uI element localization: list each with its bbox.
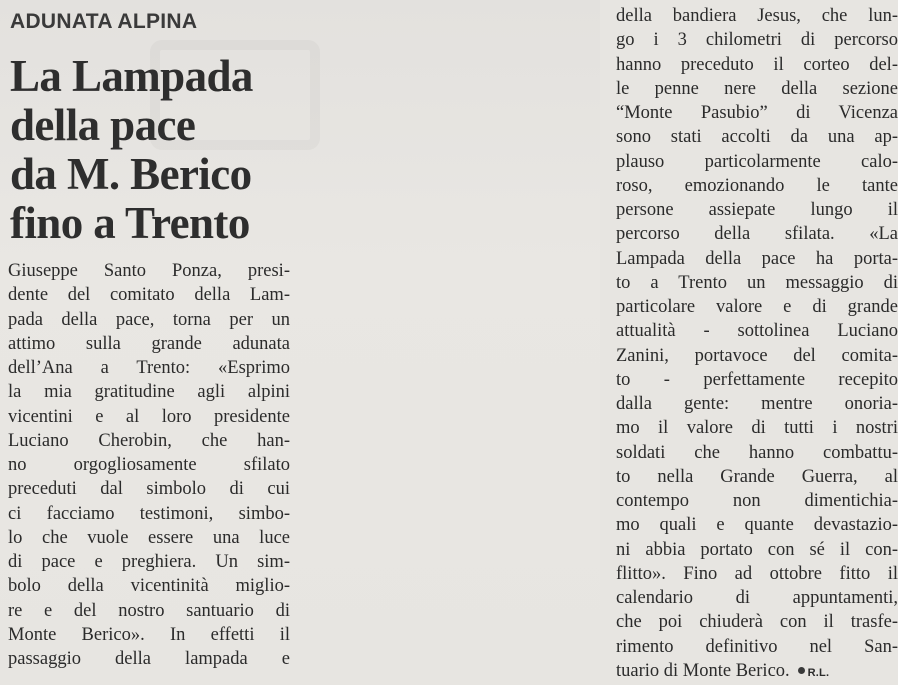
text-line: ci facciamo testimoni, simbo- <box>8 503 290 524</box>
text-line: attualità - sottolinea Luciano <box>616 321 898 342</box>
text-line: to a Trento un messaggio di <box>616 272 898 293</box>
text-line: Monte Berico». In effetti il <box>8 624 290 645</box>
final-text: tuario di Monte Berico. <box>616 660 790 681</box>
text-line: Zanini, portavoce del comita- <box>616 345 898 366</box>
text-line: re e del nostro santuario di <box>8 600 290 621</box>
text-line: pada della pace, torna per un <box>8 309 290 330</box>
headline-line: La Lampada <box>10 51 253 101</box>
headline-line: da M. Berico <box>10 149 252 199</box>
text-line: no orgogliosamente sfilato <box>8 455 290 475</box>
text-line: calendario di appuntamenti, <box>616 588 898 608</box>
text-line: to nella Grande Guerra, al <box>616 466 898 487</box>
text-line: bolo della vicentinità miglio- <box>8 576 290 597</box>
text-line: che poi chiuderà con il trasfe- <box>616 612 898 633</box>
text-line: particolare valore e di grande <box>616 297 898 317</box>
text-line: dell’Ana a Trento: «Esprimo <box>8 358 290 378</box>
text-line: preceduti dal simbolo di cui <box>8 479 290 500</box>
text-line: percorso della sfilata. «La <box>616 224 898 245</box>
text-line: dalla gente: mentre onoria- <box>616 394 898 414</box>
text-line: soldati che hanno combattu- <box>616 442 898 463</box>
text-line: passaggio della lampada e <box>8 649 290 669</box>
text-line: vicentini e al loro presidente <box>8 406 290 427</box>
text-line: roso, emozionando le tante <box>616 175 898 196</box>
left-body-text <box>8 259 290 671</box>
text-line: lo che vuole essere una luce <box>8 527 290 548</box>
text-line: to - perfettamente recepito <box>616 369 898 390</box>
text-line: persone assiepate lungo il <box>616 200 898 220</box>
text-line: mo il valore di tutti i nostri <box>616 418 898 439</box>
text-line: flitto». Fino ad ottobre fitto il <box>616 563 898 584</box>
text-line: “Monte Pasubio” di Vicenza <box>616 103 898 123</box>
text-line: la mia gratitudine agli alpini <box>8 382 290 403</box>
text-line: di pace e preghiera. Un sim- <box>8 552 290 572</box>
headline-line: fino a Trento <box>10 198 250 248</box>
text-line: sono stati accolti da una ap- <box>616 127 898 148</box>
text-line: contempo non dimentichia- <box>616 491 898 511</box>
headline-line: della pace <box>10 100 196 150</box>
text-line: dente del comitato della Lam- <box>8 285 290 306</box>
bullet-dot-icon <box>798 667 805 674</box>
section-kicker: ADUNATA ALPINA <box>10 10 198 33</box>
text-line: Lampada della pace ha porta- <box>616 248 898 269</box>
text-line: ni abbia portato con sé il con- <box>616 539 898 560</box>
text-line: della bandiera Jesus, che lun- <box>616 6 898 26</box>
text-line: hanno preceduto il corteo del- <box>616 54 898 75</box>
left-column <box>0 0 300 669</box>
text-line: mo quali e quante devastazio- <box>616 515 898 536</box>
text-line-final <box>616 659 898 685</box>
text-line: attimo sulla grande adunata <box>8 333 290 354</box>
author-signature: R.L. <box>807 666 830 679</box>
right-column <box>300 0 898 681</box>
text-line: rimento definitivo nel San- <box>616 636 898 657</box>
text-line: le penne nere della sezione <box>616 78 898 99</box>
right-body-text <box>616 4 898 685</box>
text-line: plauso particolarmente calo- <box>616 151 898 172</box>
text-line: go i 3 chilometri di percorso <box>616 30 898 51</box>
headline <box>10 52 298 248</box>
text-line: Luciano Cherobin, che han- <box>8 430 290 451</box>
text-line: Giuseppe Santo Ponza, presi- <box>8 261 290 281</box>
